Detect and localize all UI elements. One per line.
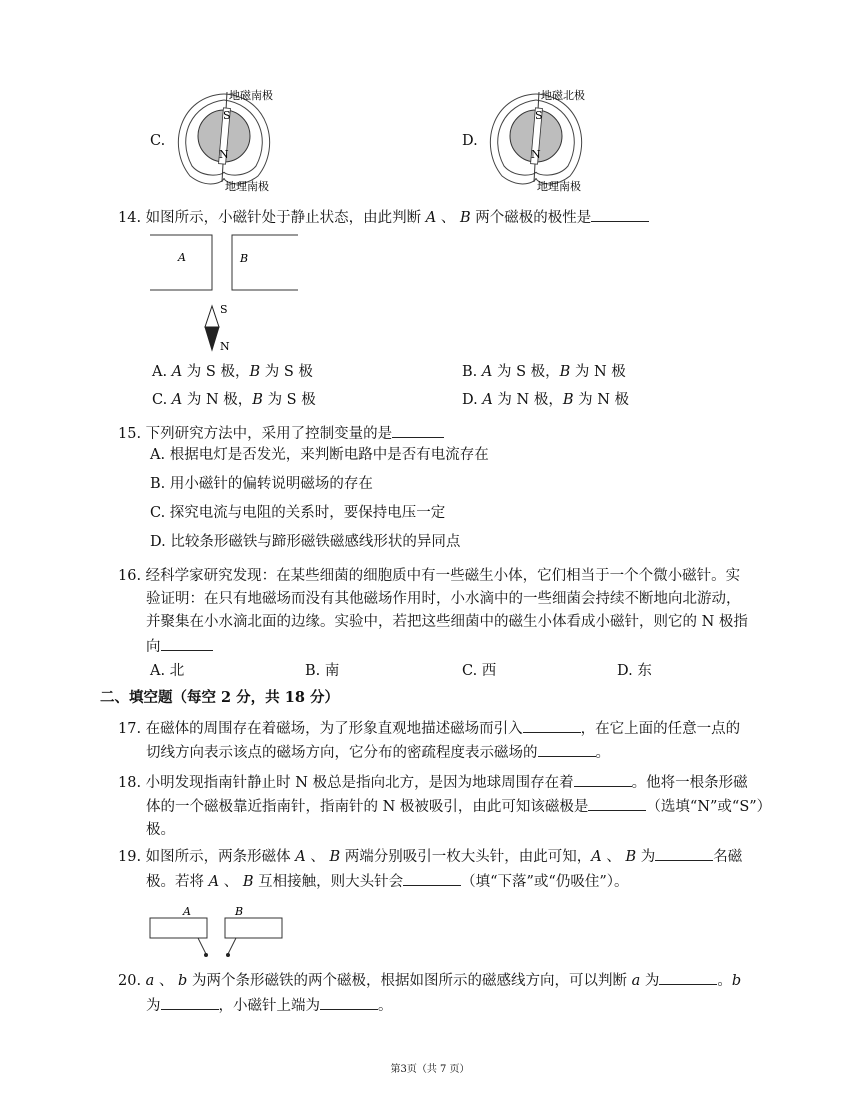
option-letter: D. (462, 392, 478, 408)
question-14-stem (118, 207, 649, 228)
stem-text: 两端分别吸引一枚大头针，由此可知， (344, 849, 592, 865)
needle-s-label: S (220, 303, 228, 316)
symbol-b: B (625, 849, 637, 865)
symbol-b: B (249, 364, 261, 380)
magnet-b-label: B (235, 905, 244, 918)
stem-text: 14. 如图所示，小磁针处于静止状态，由此判断 (118, 210, 422, 226)
separator: 、 (158, 973, 174, 989)
symbol-b: B (242, 874, 254, 890)
answer-blank[interactable] (588, 796, 646, 811)
stem-text: 19. 如图所示，两条形磁体 (118, 849, 291, 865)
question-20-line-1 (118, 970, 741, 991)
symbol-a: A (208, 874, 220, 890)
section-2-title: 二、填空题（每空 2 分，共 18 分） (100, 689, 339, 706)
answer-blank[interactable] (538, 742, 596, 757)
stem-text: 为 (644, 973, 660, 989)
separator: 、 (440, 210, 456, 226)
symbol-b: b (178, 973, 188, 989)
answer-blank[interactable] (161, 636, 213, 651)
magnet-b-label: B (240, 252, 249, 265)
question-16-line-4 (146, 636, 213, 657)
symbol-a: A (171, 392, 183, 408)
stem-text: 名磁 (713, 849, 743, 865)
stem-text: 互相接触，则大头针会 (258, 874, 404, 890)
question-18-line-1 (118, 772, 748, 793)
pole-n: N (531, 148, 541, 161)
question-15-stem (118, 423, 444, 444)
answer-blank[interactable] (574, 772, 632, 787)
q14-option-b[interactable] (462, 362, 626, 382)
question-17-line-2 (146, 742, 610, 763)
separator: 、 (223, 874, 239, 890)
q14-option-a[interactable] (152, 362, 313, 382)
q15-option-c[interactable]: C. 探究电流与电阻的关系时，要保持电压一定 (150, 505, 446, 521)
stem-text: 向 (146, 639, 161, 655)
pole-n: N (219, 148, 229, 161)
needle-n-label: N (220, 340, 230, 353)
magnet-a-label: A (183, 905, 191, 918)
option-letter: B. (462, 364, 478, 380)
stem-text: 为 (640, 849, 656, 865)
symbol-a: a (631, 973, 641, 989)
option-c-label: C. (150, 133, 166, 149)
q14-option-c[interactable] (152, 390, 316, 410)
answer-blank[interactable] (659, 970, 717, 985)
q15-option-b[interactable]: B. 用小磁针的偏转说明磁场的存在 (150, 476, 373, 492)
q16-option-c[interactable]: C. 西 (462, 663, 497, 679)
option-text: 为 N 极 (574, 364, 626, 380)
question-19-line-1 (118, 846, 742, 867)
question-20-line-2 (146, 995, 393, 1016)
stem-text: 18. 小明发现指南针静止时 N 极总是指向北方，是因为地球周围存在着 (118, 775, 574, 791)
symbol-a: A (482, 392, 493, 408)
answer-blank[interactable] (655, 846, 713, 861)
pole-s: S (223, 109, 231, 122)
q15-option-d[interactable]: D. 比较条形磁铁与蹄形磁铁磁感线形状的异同点 (150, 534, 461, 550)
answer-blank[interactable] (320, 995, 378, 1010)
stem-text: 切线方向表示该点的磁场方向，它分布的密疏程度表示磁场的 (146, 745, 538, 761)
stem-text: （选填“N”或“S”） (646, 799, 772, 815)
symbol-a: A (171, 364, 183, 380)
separator: 、 (310, 849, 325, 865)
bottom-label: 地理南极 (537, 180, 581, 193)
q16-option-b[interactable]: B. 南 (305, 663, 340, 679)
option-text: 为 S 极 (264, 364, 313, 380)
symbol-b: B (329, 849, 341, 865)
stem-text: ，在它上面的任意一点的 (580, 721, 741, 737)
symbol-b: B (459, 210, 471, 226)
q16-option-d[interactable]: D. 东 (617, 663, 652, 679)
symbol-b: B (562, 392, 574, 408)
stem-text: 17. 在磁体的周围存在着磁场，为了形象直观地描述磁场而引入 (118, 721, 523, 737)
magnet-a-label: A (178, 251, 186, 264)
top-label: 地磁南极 (229, 89, 273, 102)
symbol-a: A (481, 364, 493, 380)
page-footer: 第3页（共 7 页） (390, 1064, 470, 1075)
magnets-and-needle-figure (150, 234, 310, 354)
answer-blank[interactable] (591, 207, 649, 222)
symbol-b: b (731, 973, 742, 989)
symbol-b: B (559, 364, 571, 380)
symbol-a: A (425, 210, 437, 226)
answer-blank[interactable] (392, 423, 444, 438)
option-letter: C. (152, 392, 168, 408)
stem-text: 。 (595, 745, 610, 761)
stem-text: 。 (717, 973, 732, 989)
stem-text: 极。若将 (146, 874, 204, 890)
option-letter: A. (152, 364, 168, 380)
q16-option-a[interactable]: A. 北 (150, 663, 185, 679)
symbol-a: A (295, 849, 306, 865)
question-17-line-1 (118, 718, 740, 739)
symbol-b: B (252, 392, 263, 408)
pole-s: S (535, 109, 543, 122)
option-d-label: D. (462, 133, 478, 149)
separator: 、 (606, 849, 621, 865)
earth-magnetic-field-figure-d (484, 86, 604, 194)
option-text: 为 S 极， (186, 364, 250, 380)
stem-text: 。他将一根条形磁 (631, 775, 748, 791)
option-text: 为 S 极 (267, 392, 316, 408)
bottom-label: 地理南极 (225, 180, 269, 193)
option-text: 为 N 极， (186, 392, 253, 408)
question-number: 20. (118, 973, 142, 989)
stem-text: 为两个条形磁铁的两个磁极，根据如图所示的磁感线方向，可以判断 (191, 973, 627, 989)
symbol-a: a (145, 973, 155, 989)
question-16-line-2: 验证明：在只有地磁场而没有其他磁场作用时，小水滴中的一些细菌会持续不断地向北游动， (146, 591, 741, 607)
question-18-line-3: 极。 (146, 822, 175, 838)
question-16-line-3: 并聚集在小水滴北面的边缘。实验中，若把这些细菌中的磁生小体看成小磁针，则它的 N 极指 (146, 614, 748, 630)
stem-text: 15. 下列研究方法中，采用了控制变量的是 (118, 426, 393, 442)
question-16-line-1: 16. 经科学家研究发现：在某些细菌的细胞质中有一些磁生小体，它们相当于一个个微小磁针。实 (118, 568, 741, 584)
stem-text: 两个磁极的极性是 (475, 210, 592, 226)
question-18-line-2 (146, 796, 771, 817)
option-text: 为 N 极 (578, 392, 629, 408)
stem-text: （填“下落”或“仍吸住”）。 (461, 874, 629, 890)
answer-blank[interactable] (161, 995, 219, 1010)
answer-blank[interactable] (523, 718, 581, 733)
earth-magnetic-field-figure-c (172, 86, 292, 194)
answer-blank[interactable] (403, 871, 461, 886)
option-text: 为 S 极， (496, 364, 560, 380)
stem-text: 体的一个磁极靠近指南针，指南针的 N 极被吸引，由此可知该磁极是 (146, 799, 589, 815)
stem-text: 为 (146, 998, 161, 1014)
symbol-a: A (591, 849, 602, 865)
top-label: 地磁北极 (541, 89, 585, 102)
q15-option-a[interactable]: A. 根据电灯是否发光，来判断电路中是否有电流存在 (150, 447, 489, 463)
stem-text: ，小磁针上端为 (218, 998, 320, 1014)
question-19-line-2 (146, 871, 628, 892)
two-magnets-pins-figure (148, 904, 288, 960)
option-text: 为 N 极， (497, 392, 563, 408)
q14-option-d[interactable] (462, 390, 629, 410)
stem-text: 。 (378, 998, 393, 1014)
